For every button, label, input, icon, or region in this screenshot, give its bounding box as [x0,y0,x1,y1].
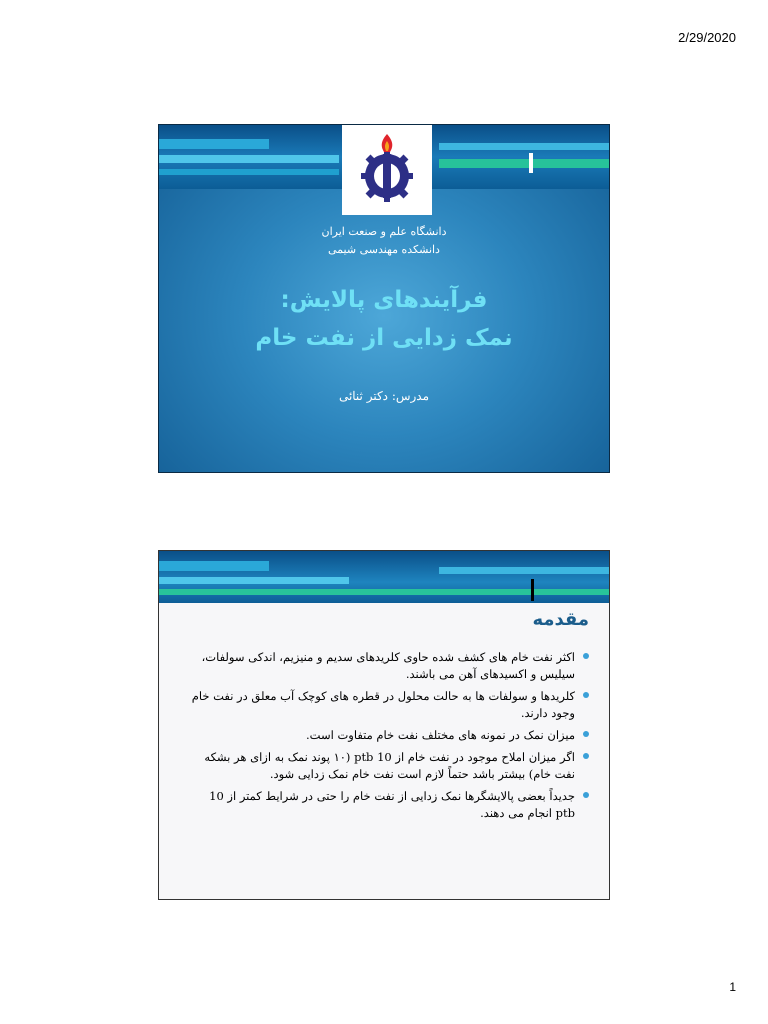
bullet-text: اکثر نفت خام های کشف شده حاوی کلریدهای سدیم و منیزیم، اندکی سولفات، سیلیس و اکسیدهای آهن می باشند. [201,650,575,681]
slide-title-line2: نمک زدایی از نفت خام [255,325,513,351]
title-slide [158,124,610,473]
university-name: دانشگاه علم و صنعت ایران [321,225,447,238]
decor-stripe [439,143,610,150]
faculty-name: دانشکده مهندسی شیمی [328,243,440,256]
bullet-text: جدیداً بعضی پالایشگرها نمک زدایی از نفت خام را حتی در شرایط کمتر از 10 ptb انجام می دهند. [209,789,575,820]
intro-slide [158,550,610,900]
bullet-icon [583,692,589,698]
decor-stripe [529,153,533,173]
bullet-list [189,649,589,827]
university-logo-torch-gear-icon [349,130,425,210]
decor-stripe [439,159,610,168]
decor-stripe [159,561,269,571]
list-item [189,749,589,783]
decor-stripe [159,139,269,149]
slide-title-line1: فرآیندهای پالایش: [280,287,488,313]
bullet-text: اگر میزان املاح موجود در نفت خام از 10 ptb (۱۰ پوند نمک به ازای هر بشکه نفت خام) بیشتر باشد حتماً لازم است نفت خام نمک زدایی شود. [204,750,575,781]
page-number: 1 [729,980,736,994]
decor-stripe [159,589,610,595]
list-item [189,727,589,744]
list-item [189,649,589,683]
lecturer-name: مدرس: دکتر ثنائی [338,389,430,403]
decor-stripe [159,577,349,584]
decor-stripe [159,169,339,175]
bullet-icon [583,753,589,759]
list-item [189,688,589,722]
bullet-icon [583,653,589,659]
bullet-text: کلریدها و سولفات ها به حالت محلول در قطره های کوچک آب معلق در نفت خام وجود دارند. [191,689,575,720]
date-label: 2/29/2020 [678,30,736,45]
university-logo [342,125,432,215]
bullet-text: میزان نمک در نمونه های مختلف نفت خام متفاوت است. [306,728,575,742]
bullet-icon [583,731,589,737]
decor-stripe [531,579,534,601]
list-item [189,788,589,822]
bullet-icon [583,792,589,798]
decor-stripe [439,567,610,574]
slide-heading: مقدمه [532,609,589,630]
decor-stripe [159,155,339,163]
